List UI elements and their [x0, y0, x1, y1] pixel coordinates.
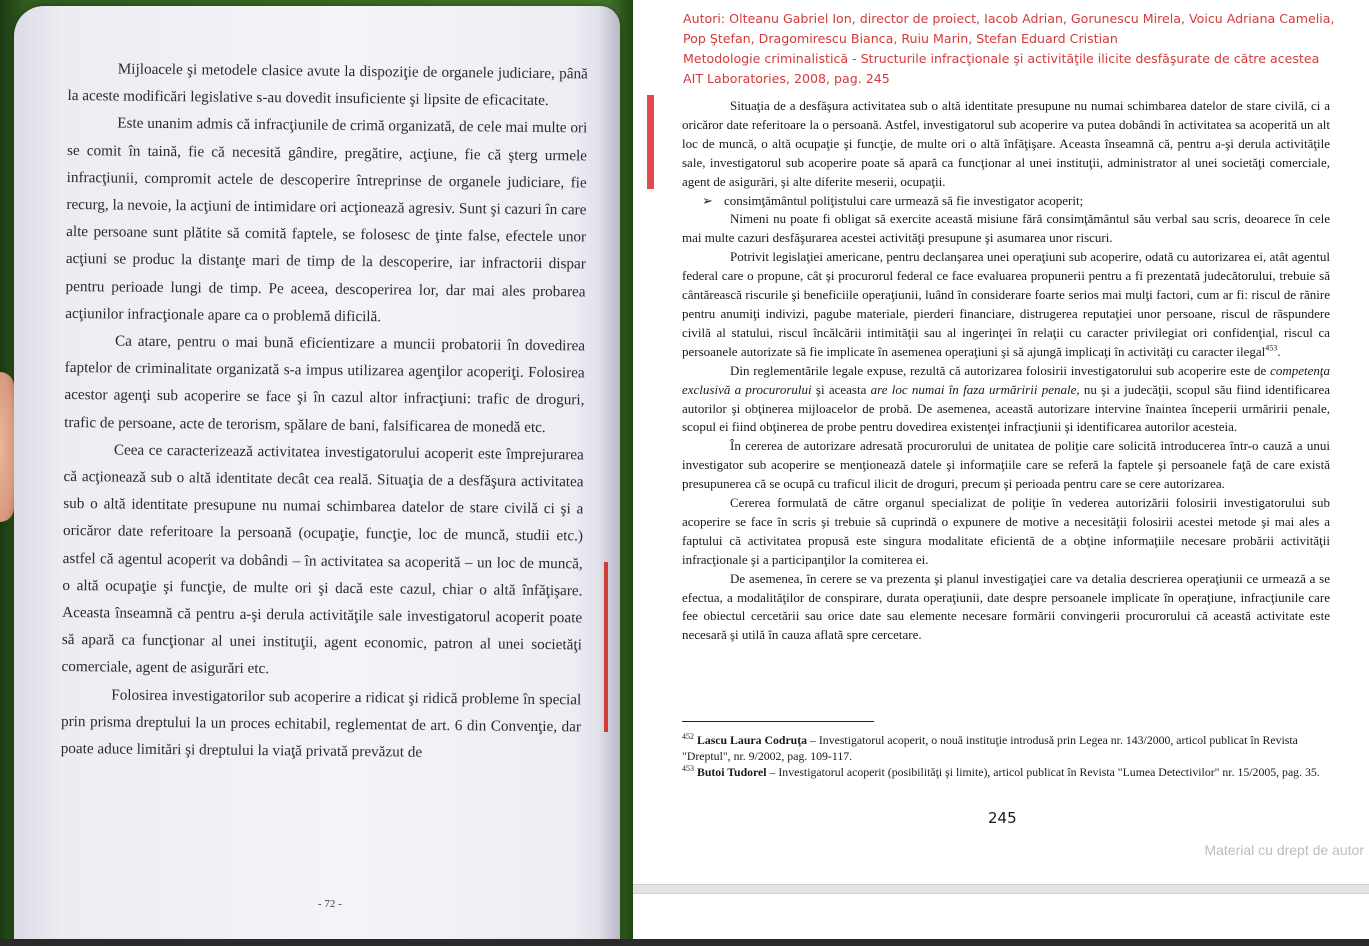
footnote-ref: 453 — [1265, 343, 1278, 353]
italic-text: are loc numai în faza urmăririi penale, — [870, 381, 1080, 397]
window-bottom-edge — [0, 939, 1369, 946]
bullet-item — [682, 192, 1330, 211]
publisher-line: AIT Laboratories, 2008, pag. 245 — [683, 71, 890, 86]
arrow-bullet-icon: ➢ — [702, 192, 713, 208]
bullet-text: consimţământul poliţistului care urmează să fie investigator acoperit; — [724, 192, 1084, 208]
document-body — [682, 97, 1330, 645]
book-photo — [0, 0, 633, 946]
paragraph-text: Potrivit legislaţiei americane, pentru declanşarea unei operaţiuni sub acoperire, odată cu autorizarea ei, atât agentul federal care o propune, cât şi procurorul federal ce face evaluarea propunerii pentru a fi prezentată judecătorului, trebuie să cântărească riscurile şi beneficiile operaţiunii, luând în considerare foarte serios mai mulţi factori, cum ar fi: riscul de rănire pentru anumiţi indivizi, pagube materiale, pierderi financiare, distrugerea reputaţiei unor persoane, riscul de răspundere civilă al statului, riscul încălcării intimităţii sau al ingerinţei în relaţii cu caracter privilegiat ori confidenţial, riscul ca persoanele autorizate să fie implicate în asemenea operaţiuni şi să ajungă implicaţi în activităţi cu caracter ilegal — [682, 249, 1330, 359]
authors-line: Autori: Olteanu Gabriel Ion, director de proiect, Iacob Adrian, Gorunescu Mirela, Voicu Adriana Camelia, — [683, 11, 1335, 26]
footnote-text: – Investigatorul acoperit (posibilităţi şi limite), articol publicat în Revista "Lumea Detectivilor" nr. 15/2005, pag. 35. — [766, 765, 1320, 779]
book-paragraph: Ceea ce caracterizează activitatea investigatorului acoperit este împrejurarea că acţionează sub o altă identitate decât cea reală. Situaţia de a desfăşura activitatea sub o altă identitate presupune nu numai schimbarea datelor de stare civilă ci şi a oricăror date referitoare la persoană (ocupaţie, funcţie, loc de muncă, studii etc.) astfel că agentul acoperit va dobândi – în activitatea sa acoperită – un loc de muncă, o altă ocupaţie şi funcţie, de multe ori şi dacă este cazul, chiar o altă înfăţişare. Aceasta înseamnă că pentru a-şi derula activităţile sale investigatorul acoperit poate să apară ca funcţionar al unei instituţii, agent economic, patron al unei societăţi comerciale, agent de asigurări etc. — [61, 441, 584, 678]
body-paragraph: De asemenea, în cerere se va prezenta şi planul investigaţiei care va detalia descrierea operaţiunii ce urmează a se efectua, a modalităţilor de conspirare, durata operaţiunii, date despre persoanele implicate în operaţiune, infracţiunile care fee obiectul cercetării sau orice date sau elemente necesare formării convingerii procurorului că această activitate este necesară şi utilă în cauza aflată spre cercetare. — [682, 570, 1330, 643]
source-citation — [683, 9, 1363, 89]
book-paragraph: Folosirea investigatorilor sub acoperire a ridicat şi ridică probleme în special prin prisma dreptului la un proces echitabil, reglementat de art. 6 din Convenţie, dar poate aduce limitări şi dreptului la viaţă privată prevăzut de — [60, 686, 582, 761]
body-paragraph: Nimeni nu poate fi obligat să exercite această misiune fără consimţământul său verbal sau scris, deoarece în cele mai multe cazuri desfăşurarea acestei activităţi presupune şi asumarea unor riscuri. — [682, 211, 1330, 246]
body-paragraph — [682, 362, 1330, 438]
paragraph-text: şi aceasta — [815, 381, 867, 397]
book-paragraph: Este unanim admis că infracţiunile de crimă organizată, de cele mai multe ori se comit în taină, fie că necesită gândire, pregătire, acţiune, fie că şterg urmele infracţiunii, compromit actele de descoperire întreprinse de organele judiciare, fie recurg, la nevoie, la acţiuni de intimidare ori acţionează agresiv. Sunt şi cazuri în care alte persoane sunt plătite să comită faptele, se folosesc de ţinte false, efectele unor acţiuni se produc la distanţe mari de timp de la descoperire, iar infractorii dispar pentru perioade lungi de timp. Pe aceea, descoperirea lor, dar mai ales probarea acţiunilor infracţionale apare ca o problemă dificilă. — [65, 114, 588, 326]
book-paragraph: Mijloacele şi metodele clasice avute la dispoziţie de organele judiciare, până la aceste modificări legislative s-au dovedit insuficiente şi lipsite de eficacitate. — [67, 60, 588, 110]
book-page-number: - 72 - — [318, 898, 342, 910]
body-paragraph: Situaţia de a desfăşura activitatea sub o altă identitate presupune nu numai schimbarea datelor de stare civilă, ci a oricăror date referitoare la o persoană. Astfel, investigatorul sub acoperire va putea dobândi în activitatea sa acoperită un alt loc de muncă, o altă ocupaţie şi funcţie, de multe ori o altă înfăţişare. Aceasta înseamnă că, pentru a-şi derula activităţile sale, investigatorul sub acoperire poate să apară ca funcţionar al unei instituţii, administrator al unei societăţi comerciale, agent de asigurări, şi alte diferite meserii, ocupaţii. — [682, 98, 1330, 189]
footnotes — [682, 732, 1332, 780]
paragraph-text: Din reglementările legale expuse, rezultă că autorizarea folosirii investigatorului sub acoperire este de — [730, 362, 1267, 378]
body-paragraph: În cererea de autorizare adresată procurorului de unitatea de poliţie care solicită introducerea într-o cauză a unui investigator sub acoperire se menţionează datele şi informaţiile care se referă la faptele şi persoanele faţă de care există presupunerea că se ocupă cu traficul ilicit de droguri, precum şi perioada pentru care se cere autorizarea. — [682, 438, 1330, 492]
document-page — [633, 0, 1369, 946]
copyright-watermark: Material cu drept de autor — [1204, 842, 1364, 858]
red-highlight-marker — [604, 562, 608, 732]
footnote — [682, 732, 1332, 764]
footnote-separator — [682, 721, 874, 722]
footnote-author: Lascu Laura Codruţa — [696, 733, 808, 747]
book-paragraph: Ca atare, pentru o mai bună eficientizare a muncii probatorii în dovedirea faptelor de criminalitate organizată s-a impus utilizarea agenţilor acoperiţi. Folosirea acestor agenţi sub acoperire se face şi în cazul altor infracţiuni: trafic de droguri, trafic de persoane, acte de terorism, spălare de bani, falsificarea de monedă etc. — [64, 332, 586, 436]
finger-image — [0, 372, 14, 522]
page-fold-shadow — [598, 6, 620, 946]
page-number: 245 — [988, 809, 1017, 827]
authors-line: Pop Ştefan, Dragomirescu Bianca, Ruiu Marin, Stefan Eduard Cristian — [683, 31, 1118, 46]
page-bottom-bar — [633, 884, 1369, 894]
body-paragraph: Cererea formulată de către organul specializat de poliţie în vederea autorizării folosirii investigatorului sub acoperire se face în scris şi trebuie să cuprindă o expunere de motive a necesităţii folosirii acestei metode şi mai ales a faptului că activitatea propusă este singura modalitate eficientă de a obţine informaţiile necesare probării activităţii infracţionale şi a participanţilor la comiterea ei. — [682, 495, 1330, 567]
footnote-number: 452 — [682, 732, 694, 742]
paragraph-text: nu şi a judecăţii, scopul său fiind identificarea autorilor şi obţinerea mijloacelor de probă. De asemenea, această autorizare intervine înaintea începerii urmăririi penale, scopul ei fiind obţinerea de probe pentru dovedirea existenţei infracţiunii şi identificarea autorilor acesteia. — [682, 381, 1331, 435]
book-title: Metodologie criminalistică - Structurile infracţionale şi activităţile ilicite desfăşurate de către acestea — [683, 51, 1320, 66]
footnote — [682, 764, 1332, 780]
footnote-author: Butoi Tudorel — [696, 765, 767, 779]
footnote-number: 453 — [682, 764, 694, 774]
footnote-text: – Investigatorul acoperit, o nouă instituţie introdusă prin Legea nr. 143/2000, articol publicat în Revista "Dreptul", nr. 9/2002, pag. 109-117. — [682, 733, 1298, 763]
italic-text: competenţa exclusivă a procurorului — [682, 362, 1330, 397]
red-highlight-marker — [647, 95, 654, 189]
book-page-text — [61, 55, 588, 768]
body-paragraph: Potrivit legislaţiei americane, pentru declanşarea unei operaţiuni sub acoperire, odată cu autorizarea ei, atât agentul federal care o propune, cât şi procurorul federal ce face evaluarea propunerii pentru a fi prezentată judecătorului, trebuie să cântărească riscurile şi beneficiile operaţiunii, luând în considerare foarte serios mai mulţi factori, cum ar fi: riscul de rănire pentru anumiţi indivizi, pagube materiale, pierderi financiare, distrugerea reputaţiei unor persoane, riscul de răspundere civilă al statului, riscul încălcării intimităţii sau al ingerinţei în relaţii cu caracter privilegiat ori confidenţial, riscul ca persoanele autorizate să fie implicate în asemenea operaţiuni şi să ajungă implicaţi în activităţi cu caracter ilegal$^{453}$. — [682, 249, 1330, 359]
